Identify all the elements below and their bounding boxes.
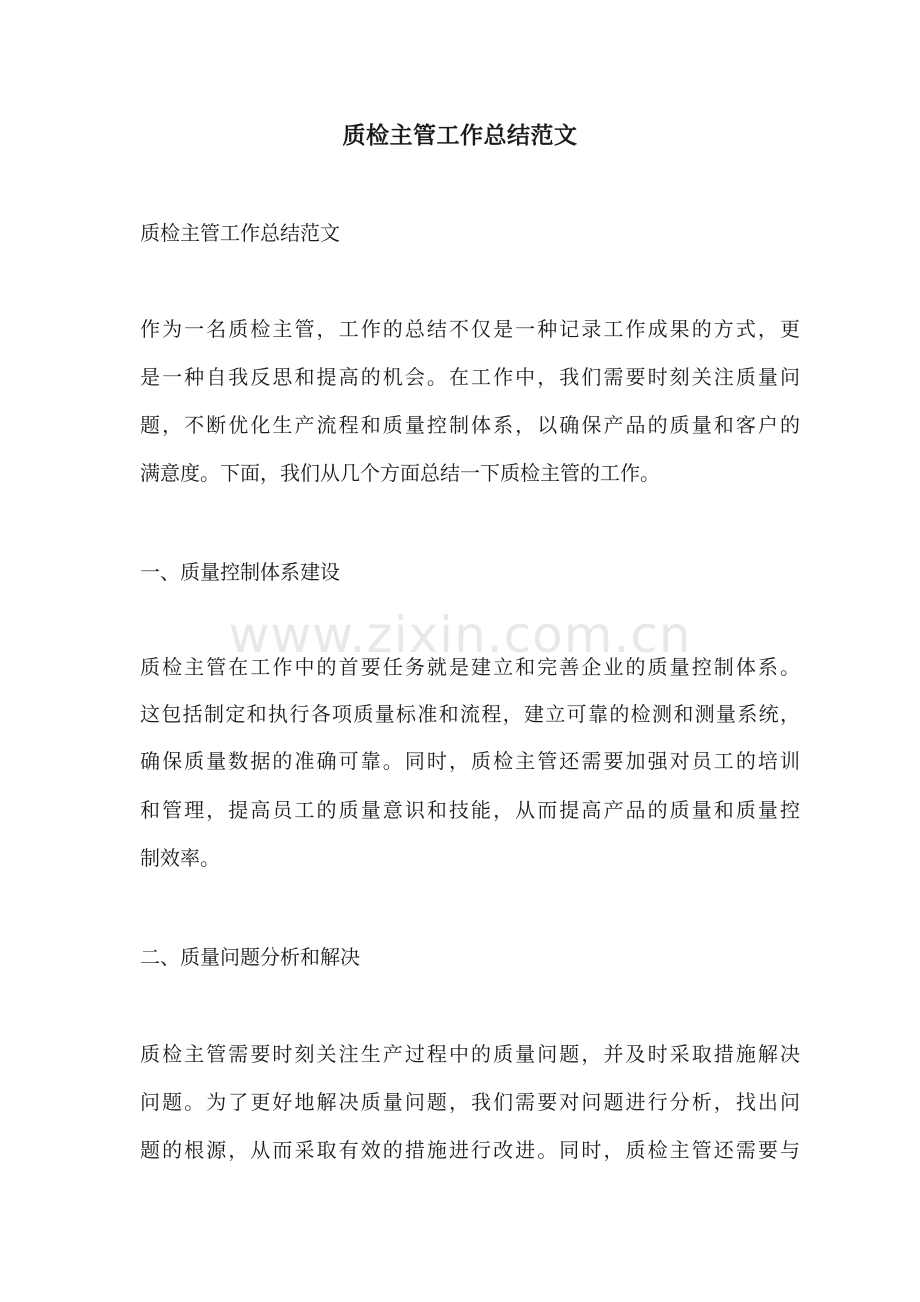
document-subtitle: 质检主管工作总结范文 (140, 221, 340, 245)
section2-line: 题的根源，从而采取有效的措施进行改进。同时，质检主管还需要与 (140, 1138, 800, 1162)
section1-line: 确保质量数据的准确可靠。同时，质检主管还需要加强对员工的培训 (140, 749, 800, 773)
watermark: www.zixin.com.cn (228, 606, 692, 664)
section1-line: 制效率。 (140, 846, 220, 870)
section2-line: 质检主管需要时刻关注生产过程中的质量问题，并及时采取措施解决 (140, 1042, 800, 1066)
intro-line: 题，不断优化生产流程和质量控制体系，以确保产品的质量和客户的 (140, 413, 800, 437)
section1-line: 这包括制定和执行各项质量标准和流程，建立可靠的检测和测量系统， (140, 702, 800, 726)
intro-line: 满意度。下面，我们从几个方面总结一下质检主管的工作。 (140, 461, 660, 485)
section1-line: 质检主管在工作中的首要任务就是建立和完善企业的质量控制体系。 (140, 655, 800, 679)
section1-heading: 一、质量控制体系建设 (140, 560, 340, 584)
document-title: 质检主管工作总结范文 (342, 122, 578, 149)
section1-line: 和管理，提高员工的质量意识和技能，从而提高产品的质量和质量控 (140, 798, 800, 822)
section2-heading: 二、质量问题分析和解决 (140, 945, 360, 969)
section2-line: 问题。为了更好地解决质量问题，我们需要对问题进行分析，找出问 (140, 1090, 800, 1114)
intro-line: 作为一名质检主管，工作的总结不仅是一种记录工作成果的方式，更 (140, 317, 800, 341)
intro-line: 是一种自我反思和提高的机会。在工作中，我们需要时刻关注质量问 (140, 365, 800, 389)
